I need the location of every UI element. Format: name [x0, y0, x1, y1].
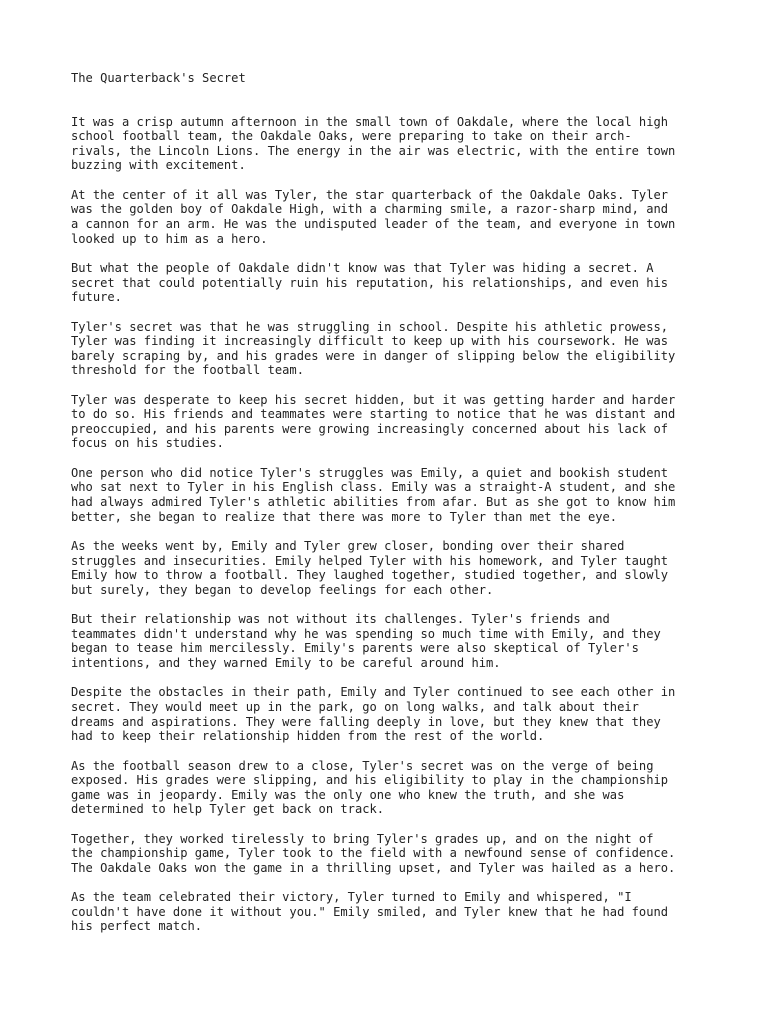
paragraph-8: But their relationship was not without its challenges. Tyler's friends and teammates didn't understand why he was spending so much time with Emily, and they began to tease him mercilessly. Emily's parents were also skeptical of Tyler's intentions, and they warned Emily to be careful around him. [71, 612, 661, 670]
paragraph-4: Tyler's secret was that he was struggling in school. Despite his athletic prowess, Tyler was finding it increasingly difficult to keep up with his coursework. He was barely scraping by, and his grades were in danger of slipping below the eligibility threshold for the football team. [71, 319, 676, 378]
paragraph-12: As the team celebrated their victory, Tyler turned to Emily and whispered, "I couldn't have done it without you." Emily smiled, and Tyler knew that he had found his perfect match. [71, 890, 669, 934]
paragraph-10: As the football season drew to a close, Tyler's secret was on the verge of being exposed. His grades were slipping, and his eligibility to play in the championship game was in jeopardy. Emily was the only one who knew the truth, and she was determined to help Tyler get back on track. [71, 758, 669, 817]
paragraph-9: Despite the obstacles in their path, Emily and Tyler continued to see each other in secret. They would meet up in the park, go on long walks, and talk about their dreams and aspirations. They were falling deeply in love, but they knew that they had to keep their relationship hidden from the rest of the world. [71, 685, 676, 744]
document-title: The Quarterback's Secret [71, 71, 246, 85]
paragraph-5: Tyler was desperate to keep his secret hidden, but it was getting harder and harder to do so. His friends and teammates were starting to notice that he was distant and preoccupied, and his parents were growing increasingly concerned about his lack of focus on his studies. [71, 392, 676, 451]
paragraph-2: At the center of it all was Tyler, the star quarterback of the Oakdale Oaks. Tyler was the golden boy of Oakdale High, with a charming smile, a razor-sharp mind, and a cannon for an arm. He was the undisputed leader of the team, and everyone in town looked up to him as a hero. [71, 187, 676, 246]
paragraph-7: As the weeks went by, Emily and Tyler grew closer, bonding over their shared struggles and insecurities. Emily helped Tyler with his homework, and Tyler taught Emily how to throw a football. They laughed together, studied together, and slowly but surely, they began to develop feelings for each other. [71, 539, 669, 597]
paragraph-6: One person who did notice Tyler's struggles was Emily, a quiet and bookish student who sat next to Tyler in his English class. Emily was a straight-A student, and she had always admired Tyler's athletic abilities from afar. But as she got to know him better, she began to realize that there was more to Tyler than met the eye. [71, 465, 676, 524]
paragraph-11: Together, they worked tirelessly to bring Tyler's grades up, and on the night of the championship game, Tyler took to the field with a newfound sense of confidence. The Oakdale Oaks won the game in a thrilling upset, and Tyler was hailed as a hero. [71, 831, 676, 875]
paragraph-3: But what the people of Oakdale didn't know was that Tyler was hiding a secret. A secret that could potentially ruin his reputation, his relationships, and even his future. [71, 260, 669, 305]
paragraph-1: It was a crisp autumn afternoon in the small town of Oakdale, where the local high school football team, the Oakdale Oaks, were preparing to take on their arch- rivals, the Lincoln Lions. The energy in the air was electric, with the entire town buzzing with excitement. [71, 114, 676, 173]
